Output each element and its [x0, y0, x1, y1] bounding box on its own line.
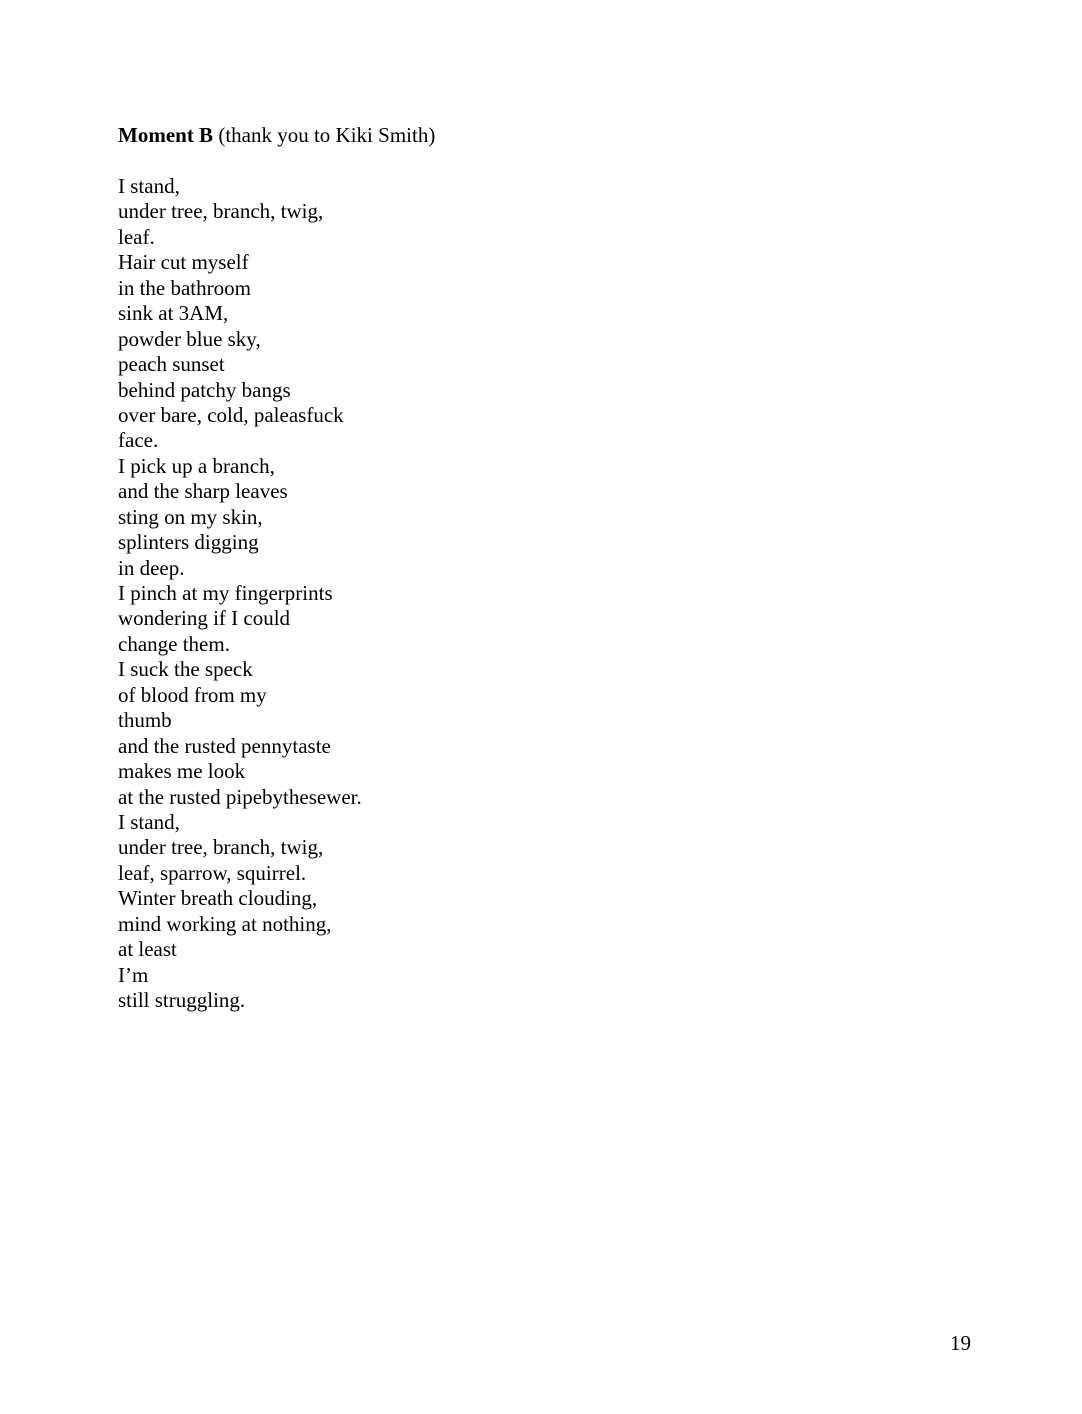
poem-line: I stand,	[118, 809, 180, 834]
poem-line: Winter breath clouding,	[118, 886, 318, 911]
poem-line: behind patchy bangs	[118, 377, 291, 402]
poem-line: at least	[118, 937, 177, 962]
poem-title-bold: Moment B	[118, 123, 214, 147]
poem-line: powder blue sky,	[118, 326, 261, 351]
poem-line: sting on my skin,	[118, 504, 263, 529]
poem-line: wondering if I could	[118, 606, 291, 631]
poem-line: I’m	[118, 962, 149, 987]
poem-line: Hair cut myself	[118, 250, 249, 275]
poem-line: at the rusted pipebythesewer.	[118, 784, 362, 809]
poem-line: in the bathroom	[118, 275, 251, 300]
page-number: 19	[950, 1331, 971, 1355]
poem-line: face.	[118, 428, 159, 453]
poem-line: I stand,	[118, 174, 180, 198]
poem-title-dedication: (thank you to Kiki Smith)	[213, 123, 436, 147]
poem-line: still struggling.	[118, 988, 246, 1012]
poem-line: under tree, branch, twig,	[118, 199, 324, 224]
poem-line: change them.	[118, 631, 230, 656]
poem-line: leaf, sparrow, squirrel.	[118, 860, 307, 885]
poem-line: peach sunset	[118, 352, 225, 377]
poem-line: and the rusted pennytaste	[118, 733, 331, 758]
poem-line: leaf.	[118, 224, 155, 249]
poem-line: splinters digging	[118, 530, 259, 555]
poem-line: mind working at nothing,	[118, 911, 332, 936]
poem-line: I pinch at my fingerprints	[118, 581, 333, 605]
poem-line: of blood from my	[118, 682, 267, 707]
poem-line: thumb	[118, 708, 172, 733]
poem-line: sink at 3AM,	[118, 301, 229, 326]
poem-body	[118, 174, 362, 1013]
poem-line: makes me look	[118, 759, 246, 784]
poem-line: I pick up a branch,	[118, 453, 275, 478]
poem-line: over bare, cold, paleasfuck	[118, 402, 344, 427]
poem-line: and the sharp leaves	[118, 479, 288, 504]
poem-line: I suck the speck	[118, 657, 253, 682]
poem-title	[118, 122, 435, 148]
poem-line: under tree, branch, twig,	[118, 835, 324, 860]
poem-line: in deep.	[118, 555, 185, 580]
